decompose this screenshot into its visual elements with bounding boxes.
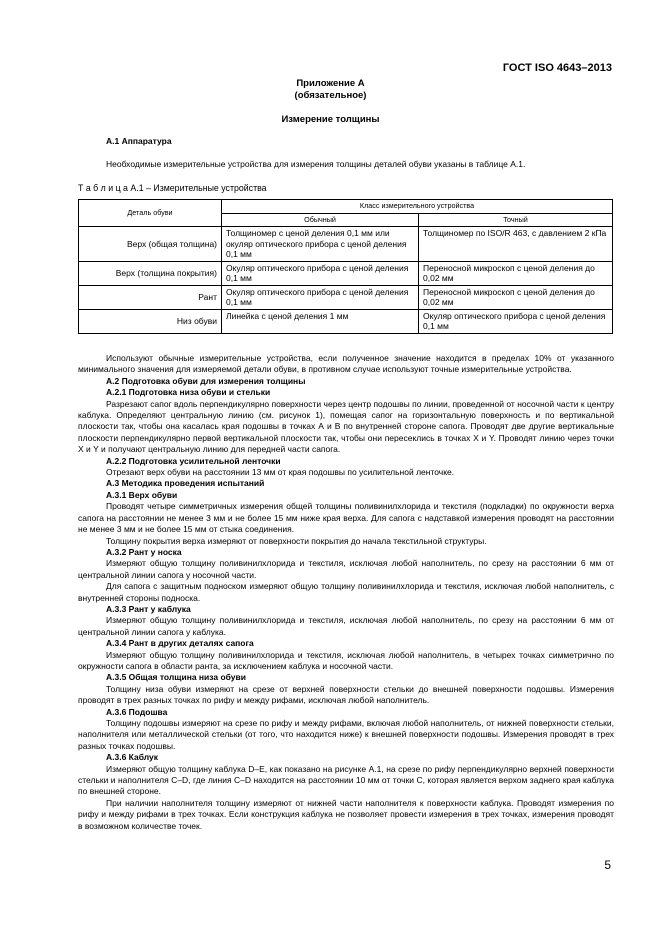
cell-part: Рант — [79, 285, 222, 309]
paragraph-a1-intro: Необходимые измерительные устройства для измерения толщины деталей обуви указаны в таблице А.1. — [106, 159, 526, 169]
table-row — [79, 285, 613, 309]
heading-a34: А.3.4 Рант в других деталях сапога — [106, 638, 254, 649]
heading-a35: А.3.5 Общая толщина низа обуви — [106, 672, 246, 683]
annex-title: Приложение А — [296, 78, 365, 89]
table-row — [79, 309, 613, 333]
cell-ordinary: Окуляр оптического прибора с ценой деления 0,1 мм — [222, 261, 419, 285]
header-ordinary: Обычный — [222, 213, 419, 227]
cell-precise: Переносной микроскоп с ценой деления до 0,02 мм — [419, 285, 613, 309]
paragraph-a22: Отрезают верх обуви на расстоянии 13 мм от края подошвы по усилительной ленточке. — [106, 467, 455, 478]
cell-part: Верх (общая толщина) — [79, 227, 222, 262]
paragraph-a36: Толщину подошвы измеряют на срезе по рифу и между рифами, включая любой наполнитель, от нижней поверхности стельки, наполнителя или металлической стельки (от того, что находится ниже) к внешней поверхности подошвы. Измерения проводят в трех разных точках подошвы. — [78, 718, 614, 751]
cell-ordinary: Окуляр оптического прибора с ценой деления 0,1 мм — [222, 285, 419, 309]
paragraph-a33: Измеряют общую толщину поливинилхлорида и текстиля, исключая любой наполнитель, по срезу на расстоянии 6 мм от центральной линии сапога у каблука. — [78, 615, 614, 637]
header-precise: Точный — [419, 213, 613, 227]
table-caption: Т а б л и ц а А.1 – Измерительные устройства — [78, 183, 267, 193]
heading-a36: А.3.6 Подошва — [106, 706, 168, 717]
heading-a1: А.1 Аппаратура — [106, 136, 172, 146]
heading-a33: А.3.3 Рант у каблука — [106, 603, 191, 614]
table-header-row — [79, 200, 613, 214]
cell-ordinary: Линейка с ценой деления 1 мм — [222, 309, 419, 333]
heading-a31: А.3.1 Верх обуви — [106, 489, 178, 500]
standard-code: ГОСТ ISO 4643–2013 — [502, 62, 612, 74]
cell-precise: Переносной микроскоп с ценой деления до 0,02 мм — [419, 261, 613, 285]
paragraph-a21: Разрезают сапог вдоль перпендикулярно поверхности через центр подошвы по линии, проведенной от носочной части к центру каблука. Определяют центральную линию (см. рисунок 1), помещая сапог на горизонтальную поверхность и по вертикальной плоскости так, чтобы она касалась края подошвы в точках А и В по внутренней стороне сапога. Проводят две другие вертикальные плоскости перпендикулярно первой вертикальной плоскости так, чтобы они пересеклись в точках X и Y. Проводят линию через точки X и Y и получают центральную линию для передней части сапога. — [78, 398, 614, 455]
paragraph-a31b: Толщину покрытия верха измеряют от поверхности покрытия до начала текстильной структуры. — [106, 535, 487, 546]
header-class: Класс измерительного устройства — [222, 200, 613, 214]
section-a1-intro — [78, 159, 614, 170]
heading-a3: А.3 Методика проведения испытаний — [106, 478, 265, 489]
body-text — [78, 353, 614, 832]
cell-precise: Толщиномер по ISO/R 463, с давлением 2 кПа — [419, 227, 613, 262]
header-part: Деталь обуви — [79, 200, 222, 227]
page-number: 5 — [604, 858, 611, 872]
table-row — [79, 227, 613, 262]
heading-a37: А.3.6 Каблук — [106, 752, 159, 763]
section-a1 — [78, 136, 614, 147]
paragraph-usage: Используют обычные измерительные устройства, если полученное значение находится в пределах 10% от указанного минимального значения для измеряемой детали обуви, в противном случае используют точные измерительные устройства. — [78, 353, 614, 375]
cell-part: Низ обуви — [79, 309, 222, 333]
measuring-devices-table — [78, 199, 613, 334]
paragraph-a37a: Измеряют общую толщину каблука D–E, как показано на рисунке А.1, на срезе по рифу перпендикулярно верхней поверхности стельки и наполнителя C–D, где линия C–D находится на расстоянии 10 мм от точки С, которая является верхом заднего края каблука по внешней стороне. — [78, 763, 614, 797]
paragraph-a37b: При наличии наполнителя толщину измеряют от нижней части наполнителя к поверхности каблука. Проводят измерения по рифу и между рифами в трех точках. Если конструкция каблука не позволяет провести измерения в трех точках, измерения проводят в возможном количестве точек. — [78, 797, 614, 831]
paragraph-a32a: Измеряют общую толщину поливинилхлорида и текстиля, исключая любой наполнитель, по срезу на расстоянии 6 мм от центральной линии сапога у носочной части. — [78, 558, 614, 580]
heading-a2: А.2 Подготовка обуви для измерения толщины — [106, 375, 306, 386]
annex-heading: Измерение толщины — [281, 114, 380, 125]
paragraph-a31a: Проводят четыре симметричных измерения общей толщины поливинилхлорида и текстиля (подкладки) по окружности верха сапога на расстоянии не менее 3 мм и не более 15 мм ниже края верха. Для сапога с надставкой измерения проводят на расстоянии не менее 3 мм и не более 15 мм от стыка соединения. — [78, 501, 614, 535]
paragraph-a34: Измеряют общую толщину поливинилхлорида и текстиля, исключая любой наполнитель, в четырех точках симметрично по окружности сапога в области ранта, за исключением каблука и носочной части. — [78, 649, 614, 671]
paragraph-a32b: Для сапога с защитным подноском измеряют общую толщину поливинилхлорида и текстиля, исключая любой наполнитель, с внутренней стороны подноска. — [78, 581, 614, 603]
heading-a21: А.2.1 Подготовка низа обуви и стельки — [106, 387, 271, 398]
cell-ordinary: Толщиномер с ценой деления 0,1 мм или окуляр оптического прибора с ценой деления 0,1 мм — [222, 227, 419, 262]
table-row — [79, 261, 613, 285]
cell-precise: Окуляр оптического прибора с ценой деления 0,1 мм — [419, 309, 613, 333]
heading-a22: А.2.2 Подготовка усилительной ленточки — [106, 455, 281, 466]
cell-part: Верх (толщина покрытия) — [79, 261, 222, 285]
annex-status: (обязательное) — [294, 90, 367, 101]
heading-a32: А.3.2 Рант у носка — [106, 546, 182, 557]
paragraph-a35: Толщину низа обуви измеряют на срезе от верхней поверхности стельки до внешней поверхности подошвы. Измерения проводят в трех разных точках по рифу и между рифами, исключая любой наполнитель. — [78, 683, 614, 706]
